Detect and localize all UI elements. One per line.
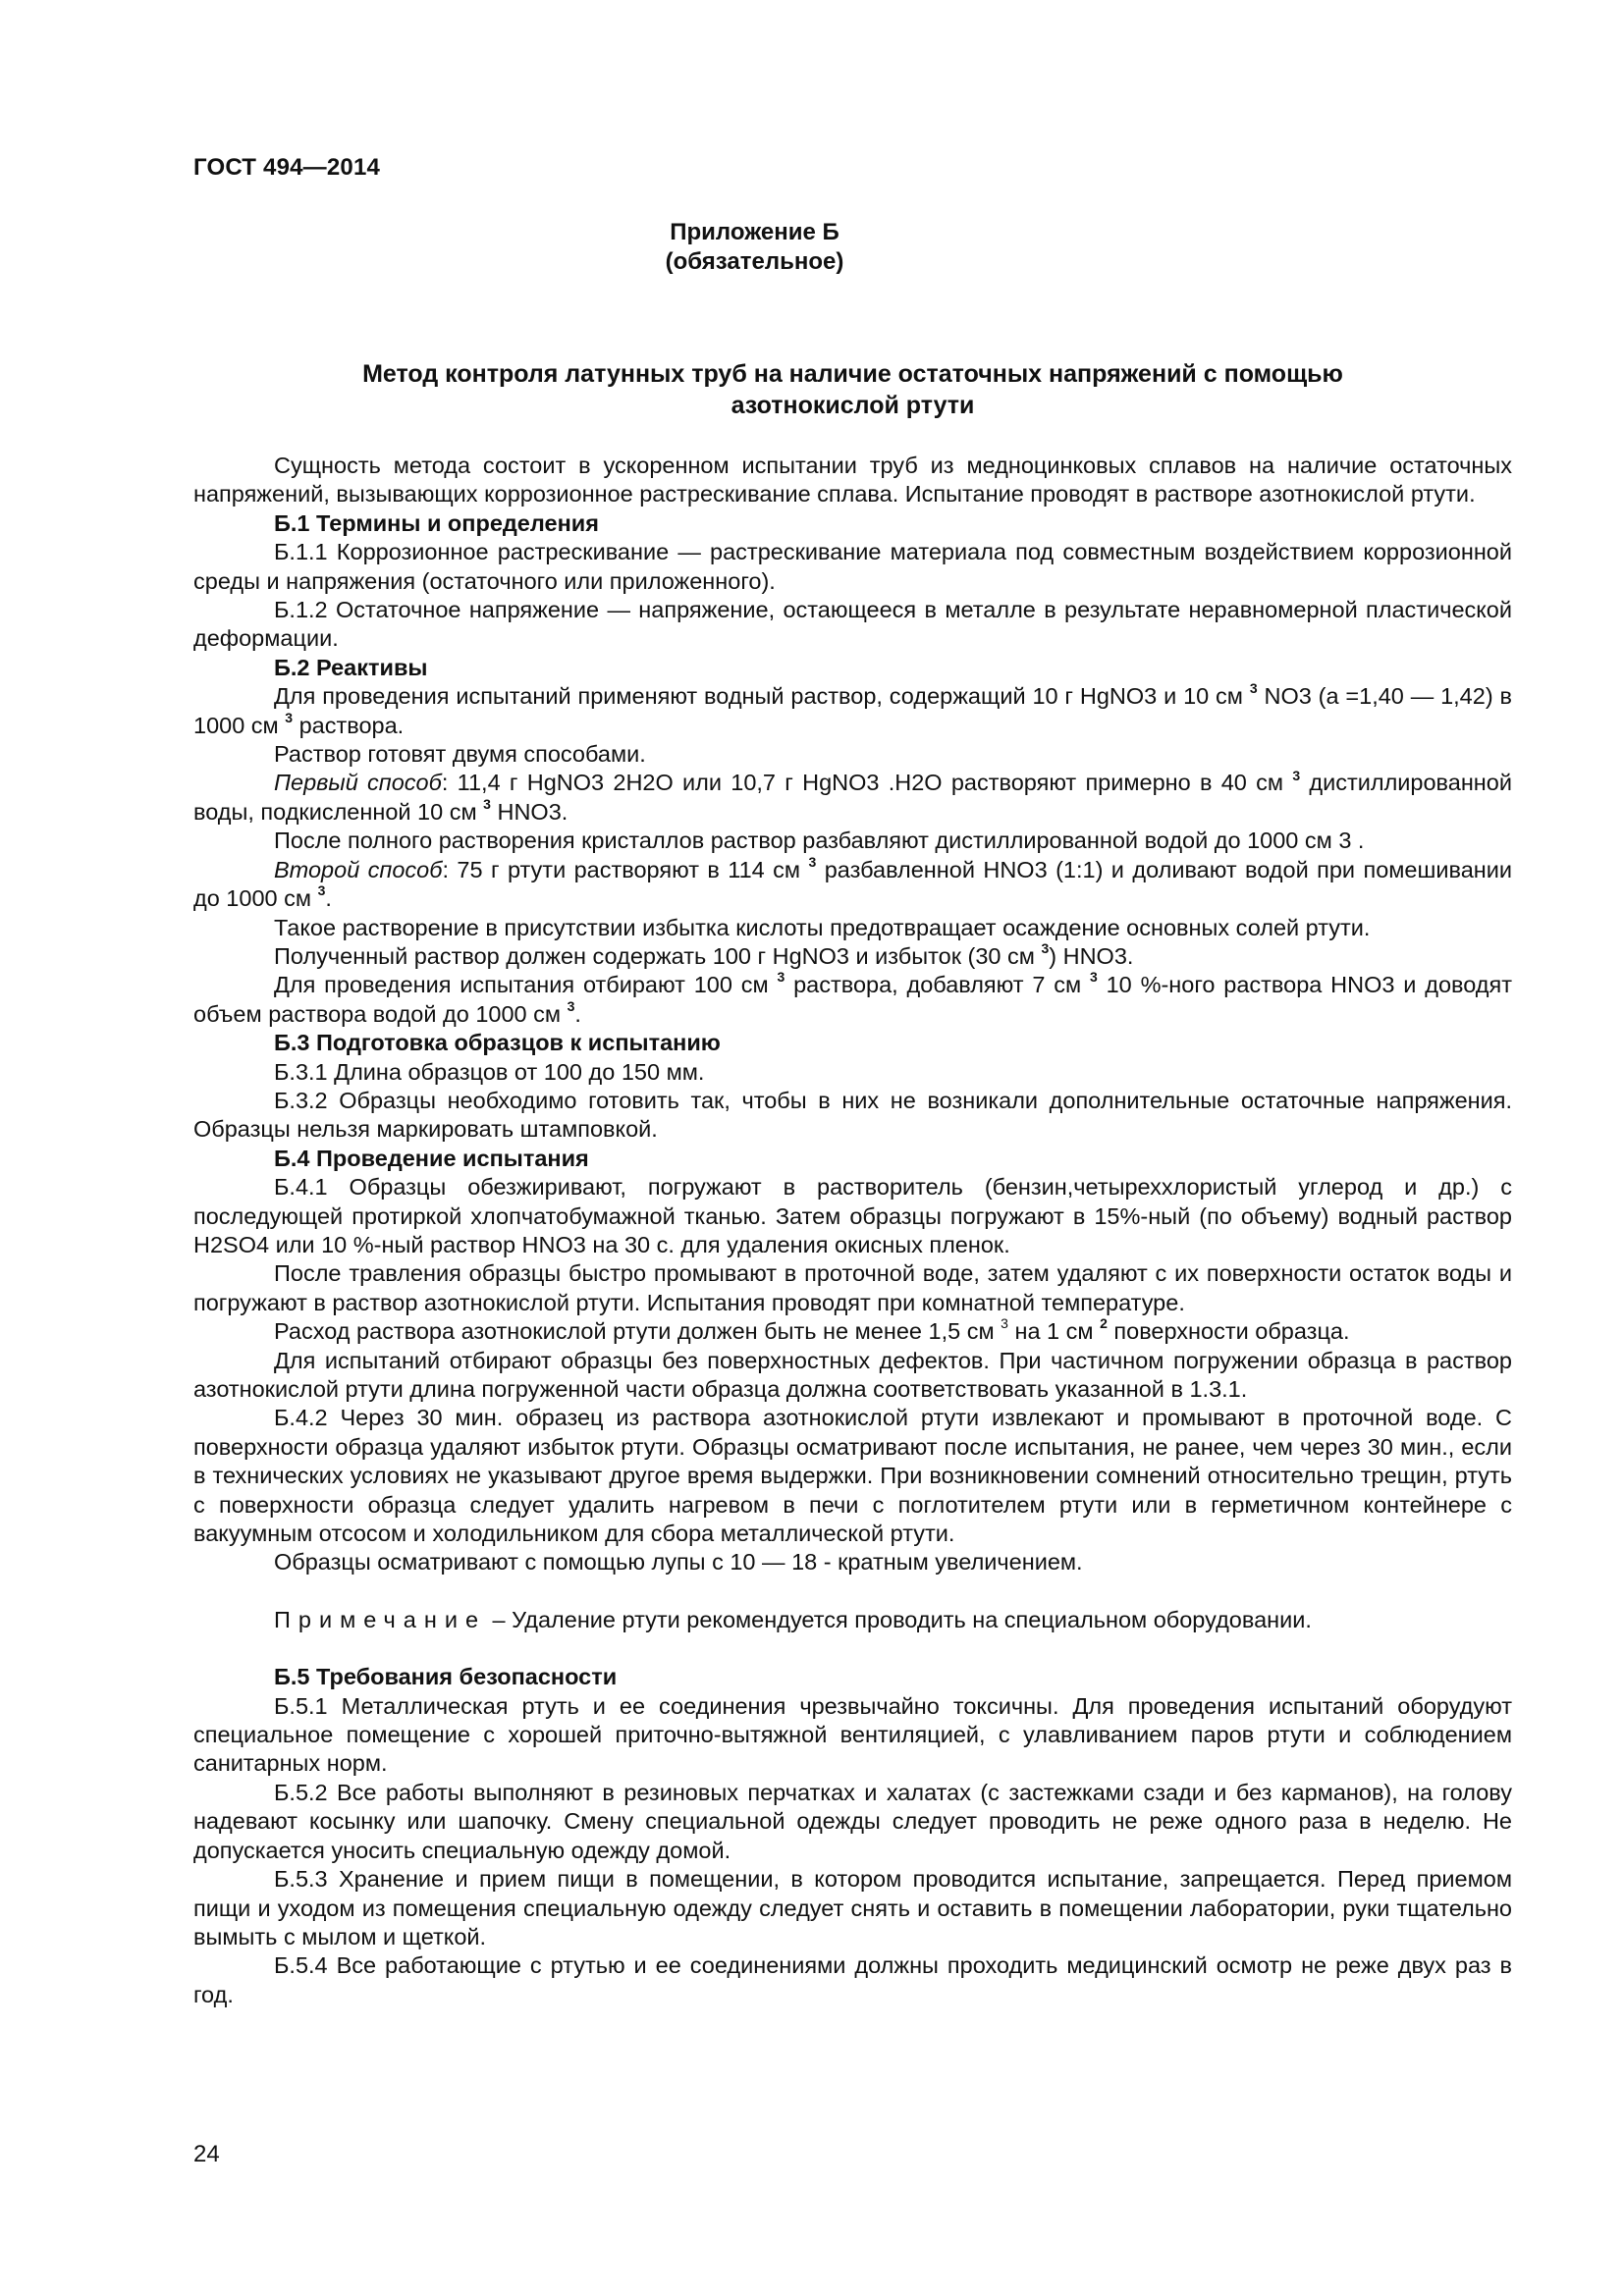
page-number: 24 <box>193 2141 220 2167</box>
paragraph-b4-rinse: После травления образцы быстро промывают в проточной воде, затем удаляют с их поверхности остаток воды и погружают в раствор азотнокислой ртути. Испытания проводят при комнатной температуре. <box>193 1260 1512 1315</box>
paragraph-b3-1: Б.3.1 Длина образцов от 100 до 150 мм. <box>274 1058 705 1085</box>
document-body <box>193 452 1512 2009</box>
section-b4-heading: Б.4 Проведение испытания <box>274 1145 589 1171</box>
paragraph-b4-selection: Для испытаний отбирают образцы без поверхностных дефектов. При частичном погружении образца в раствор азотнокислой ртути длина погруженной части образца должна соответствовать указанной в 1.3.1. <box>193 1347 1512 1402</box>
paragraph-b2-solution-content: Полученный раствор должен содержать 100 г HgNO3 и избыток (30 см $^3$) HNO3. <box>274 940 1134 969</box>
paragraph-b5-2: Б.5.2 Все работы выполняют в резиновых перчатках и халатах (с застежками сзади и без карманов), на голову надевают косынку или шапочку. Смену специальной одежды следует проводить не реже одного раза в неделю. Не допускается уносить специальную одежду домой. <box>193 1779 1512 1863</box>
paragraph-b4-1: Б.4.1 Образцы обезжиривают, погружают в растворитель (бензин,четыреххлористый углерод и др.) с последующей протиркой хлопчатобумажной тканью. Затем образцы погружают в 15%-ный (по объему) водный раствор H2SO4 или 10 %-ный раствор HNO3 на 30 с. для удаления окисных пленок. <box>193 1174 1512 1257</box>
paragraph-b2-first-method: Первый способ: 11,4 г HgNO3 2H2O или 10,7 г HgNO3 .H2O растворяют примерно в 40 см $^3$ дистиллированной воды, подкисленной 10 см $^3$ HNO3. <box>193 767 1512 825</box>
intro-paragraph: Сущность метода состоит в ускоренном испытании труб из медноцинковых сплавов на наличие остаточных напряжений, вызывающих коррозионное растрескивание сплава. Испытание проводят в растворе азотнокислой ртути. <box>193 453 1512 507</box>
paragraph-b4-inspection: Образцы осматривают с помощью лупы с 10 — 18 - кратным увеличением. <box>274 1549 1083 1575</box>
paragraph-b2-dilution: После полного растворения кристаллов раствор разбавляют дистиллированной водой до 1000 см 3 . <box>274 828 1365 854</box>
note-text: – Удаление ртути рекомендуется проводить на специальном оборудовании. <box>486 1606 1312 1632</box>
paragraph-b4-2: Б.4.2 Через 30 мин. образец из раствора азотнокислой ртути извлекают и промывают в проточной воде. С поверхности образца удаляют избыток ртути. Образцы осматривают после испытания, не ранее, чем через 30 мин., если в технических условиях не указывают другое время выдержки. При возникновении сомнений относительно трещин, ртуть с поверхности образца следует удалить нагревом в печи с поглотителем ртути или в герметичном контейнере с вакуумным отсосом и холодильником для сбора металлической ртути. <box>193 1405 1512 1547</box>
paragraph-b5-1: Б.5.1 Металлическая ртуть и ее соединения чрезвычайно токсичны. Для проведения испытаний оборудуют специальное помещение с хорошей приточно-вытяжной вентиляцией, с улавливанием паров ртути и соблюдением санитарных норм. <box>193 1692 1512 1777</box>
appendix-label: Приложение Б <box>670 219 839 245</box>
paragraph-b1-2: Б.1.2 Остаточное напряжение — напряжение, остающееся в металле в результате неравномерной пластической деформации. <box>193 597 1512 652</box>
paragraph-b2-test-solution: Для проведения испытания отбирают 100 см $^3$ раствора, добавляют 7 см $^3$ 10 %-ного раствора HNO3 и доводят объем раствора водой до 1000 см $^3$. <box>193 969 1512 1027</box>
appendix-status: (обязательное) <box>665 248 844 275</box>
paragraph-b1-1: Б.1.1 Коррозионное растрескивание — растрескивание материала под совместным воздействием коррозионной среды и напряжения (остаточного или приложенного). <box>193 539 1512 594</box>
paragraph-b2-second-method: Второй способ: 75 г ртути растворяют в 114 см $^3$ разбавленной HNO3 (1:1) и доливают водой при помешивании до 1000 см $^3$. <box>193 853 1512 912</box>
section-b3-heading: Б.3 Подготовка образцов к испытанию <box>274 1030 721 1056</box>
title-line-2: азотнокислой ртути <box>731 392 975 419</box>
appendix-heading <box>193 218 1316 277</box>
note <box>193 1606 1512 1634</box>
paragraph-b2-precipitation: Такое растворение в присутствии избытка кислоты предотвращает осаждение основных солей ртути. <box>274 914 1371 940</box>
paragraph-b4-consumption: Расход раствора азотнокислой ртути должен быть не менее 1,5 см $^3$ на 1 см $^2$ поверхности образца. <box>274 1315 1350 1345</box>
note-label: Примечание <box>274 1606 487 1632</box>
paragraph-b2-reagent: Для проведения испытаний применяют водный раствор, содержащий 10 г HgNO3 и 10 см $^3$ NO3 (а =1,40 — 1,42) в 1000 см $^3$ раствора. <box>193 680 1512 738</box>
paragraph-b2-methods: Раствор готовят двумя способами. <box>274 741 646 768</box>
paragraph-b5-4: Б.5.4 Все работающие с ртутью и ее соединениями должны проходить медицинский осмотр не реже двух раз в год. <box>193 1952 1512 2007</box>
paragraph-b3-2: Б.3.2 Образцы необходимо готовить так, чтобы в них не возникали дополнительные остаточные напряжения. Образцы нельзя маркировать штамповкой. <box>193 1087 1512 1143</box>
standard-code: ГОСТ 494—2014 <box>193 154 381 181</box>
section-b2-heading: Б.2 Реактивы <box>274 654 428 680</box>
section-b5-heading: Б.5 Требования безопасности <box>274 1664 618 1690</box>
document-title <box>193 358 1512 421</box>
title-line-1: Метод контроля латунных труб на наличие остаточных напряжений с помощью <box>362 360 1343 388</box>
section-b1-heading: Б.1 Термины и определения <box>274 509 599 536</box>
paragraph-b5-3: Б.5.3 Хранение и прием пищи в помещении, в котором проводится испытание, запрещается. Перед приемом пищи и уходом из помещения специальную одежду следует снять и оставить в помещении лаборатории, руки тщательно вымыть с мылом и щеткой. <box>193 1866 1512 1949</box>
